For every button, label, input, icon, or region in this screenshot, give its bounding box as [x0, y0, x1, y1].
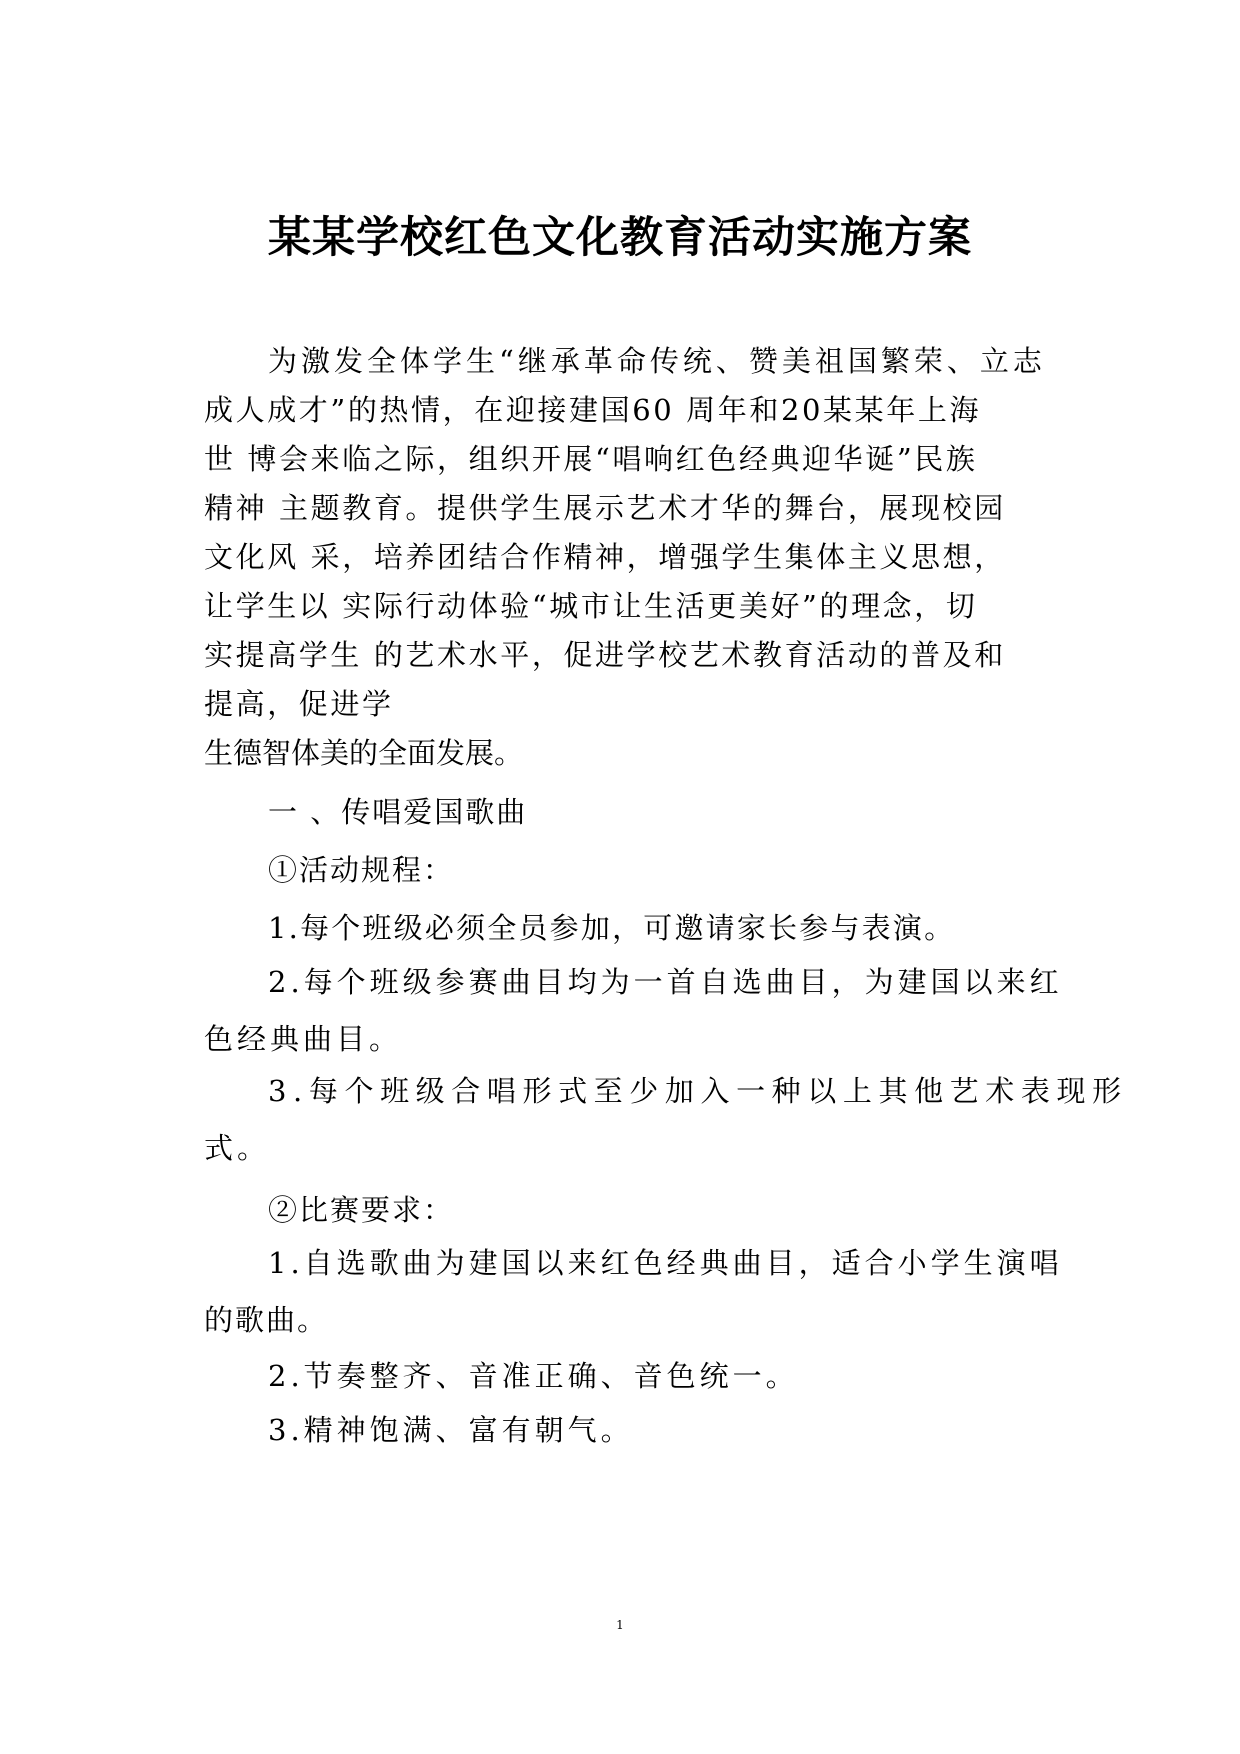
requirement-item-2: 2.节奏整齐、音准正确、音色统一。	[268, 1359, 799, 1393]
requirement-item-1-line-1: 1.自选歌曲为建国以来红色经典曲目，适合小学生演唱	[268, 1246, 1063, 1280]
subsection-heading-requirements: ②比赛要求：	[268, 1193, 455, 1227]
rule-item-2-line-2: 色经典曲目。	[204, 1022, 403, 1056]
intro-line-6: 让学生以 实际行动体验“城市让生活更美好”的理念，切	[204, 589, 978, 623]
rule-item-3-line-1: 3.每个班级合唱形式至少加入一种以上其他艺术表现形	[268, 1074, 1128, 1108]
requirement-item-3: 3.精神饱满、富有朝气。	[268, 1413, 634, 1447]
intro-line-2: 成人成才”的热情，在迎接建国60 周年和20某某年上海	[204, 393, 982, 427]
document-title: 某某学校红色文化教育活动实施方案	[268, 213, 972, 263]
rule-item-3-line-2: 式。	[204, 1131, 271, 1165]
intro-line-7: 实提高学生 的艺术水平，促进学校艺术教育活动的普及和	[204, 638, 1006, 672]
intro-line-1: 为激发全体学生“继承革命传统、赞美祖国繁荣、立志	[268, 344, 1046, 378]
rule-item-1: 1.每个班级必须全员参加，可邀请家长参与表演。	[268, 911, 956, 945]
subsection-heading-rules: ①活动规程：	[268, 853, 455, 887]
requirement-item-1-line-2: 的歌曲。	[204, 1303, 329, 1337]
intro-line-9: 生德智体美的全面发展。	[204, 736, 524, 770]
intro-line-8: 提高，促进学	[204, 687, 394, 721]
rule-item-2-line-1: 2.每个班级参赛曲目均为一首自选曲目，为建国以来红	[268, 965, 1063, 999]
intro-line-4: 精神 主题教育。提供学生展示艺术才华的舞台，展现校园	[204, 491, 1006, 525]
section-heading-1: 一 、传唱爱国歌曲	[268, 795, 528, 829]
intro-line-3: 世 博会来临之际，组织开展“唱响红色经典迎华诞”民族	[204, 442, 978, 476]
intro-line-5: 文化风 采，培养团结合作精神，增强学生集体主义思想，	[204, 540, 1006, 574]
page-number: 1	[616, 1618, 624, 1632]
